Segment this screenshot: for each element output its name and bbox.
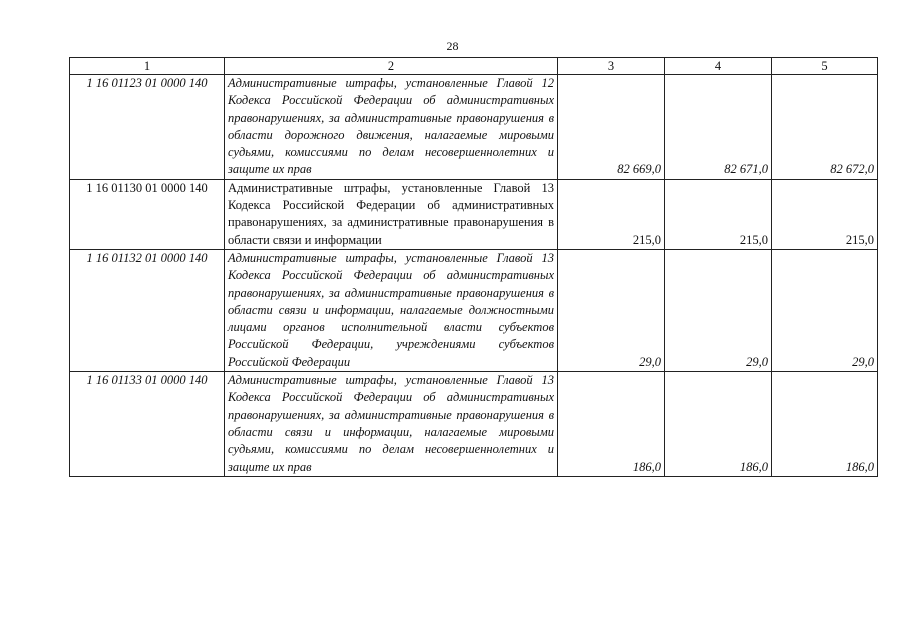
column-header-1: 1 bbox=[70, 58, 225, 75]
table-row bbox=[70, 249, 878, 371]
row-description: Административные штрафы, установленные Главой 13 Кодекса Российской Федерации об административных правонарушениях, за административные правонарушения в области связи и информации, налагаемые мировыми судьями, комиссиями по делам несовершеннолетних и защите их прав bbox=[225, 372, 558, 477]
column-header-2: 2 bbox=[225, 58, 558, 75]
table-header-row bbox=[70, 58, 878, 75]
row-value-col5: 186,0 bbox=[772, 372, 878, 477]
column-header-3: 3 bbox=[558, 58, 665, 75]
row-value-col5: 82 672,0 bbox=[772, 75, 878, 180]
row-value-col5: 215,0 bbox=[772, 179, 878, 249]
row-value-col3: 29,0 bbox=[558, 249, 665, 371]
row-value-col3: 215,0 bbox=[558, 179, 665, 249]
row-code: 1 16 01130 01 0000 140 bbox=[70, 179, 225, 249]
row-value-col4: 82 671,0 bbox=[665, 75, 772, 180]
table-row bbox=[70, 372, 878, 477]
row-value-col3: 186,0 bbox=[558, 372, 665, 477]
table-row bbox=[70, 75, 878, 180]
row-code: 1 16 01133 01 0000 140 bbox=[70, 372, 225, 477]
row-code: 1 16 01132 01 0000 140 bbox=[70, 249, 225, 371]
row-value-col4: 215,0 bbox=[665, 179, 772, 249]
row-description: Административные штрафы, установленные Главой 12 Кодекса Российской Федерации об административных правонарушениях, за административные правонарушения в области дорожного движения, налагаемые мировыми судьями, комиссиями по делам несовершеннолетних и защите их прав bbox=[225, 75, 558, 180]
row-value-col4: 29,0 bbox=[665, 249, 772, 371]
column-header-5: 5 bbox=[772, 58, 878, 75]
row-value-col3: 82 669,0 bbox=[558, 75, 665, 180]
row-description: Административные штрафы, установленные Главой 13 Кодекса Российской Федерации об административных правонарушениях, за административные правонарушения в области связи и информации bbox=[225, 179, 558, 249]
row-value-col5: 29,0 bbox=[772, 249, 878, 371]
row-description: Административные штрафы, установленные Главой 13 Кодекса Российской Федерации об административных правонарушениях, за административные правонарушения в области связи и информации, налагаемые должностными лицами органов исполнительной власти субъектов Российской Федерации, учреждениями субъектов Российской Федерации bbox=[225, 249, 558, 371]
budget-table bbox=[69, 57, 878, 477]
column-header-4: 4 bbox=[665, 58, 772, 75]
row-value-col4: 186,0 bbox=[665, 372, 772, 477]
page-number: 28 bbox=[446, 39, 459, 53]
table-row bbox=[70, 179, 878, 249]
row-code: 1 16 01123 01 0000 140 bbox=[70, 75, 225, 180]
